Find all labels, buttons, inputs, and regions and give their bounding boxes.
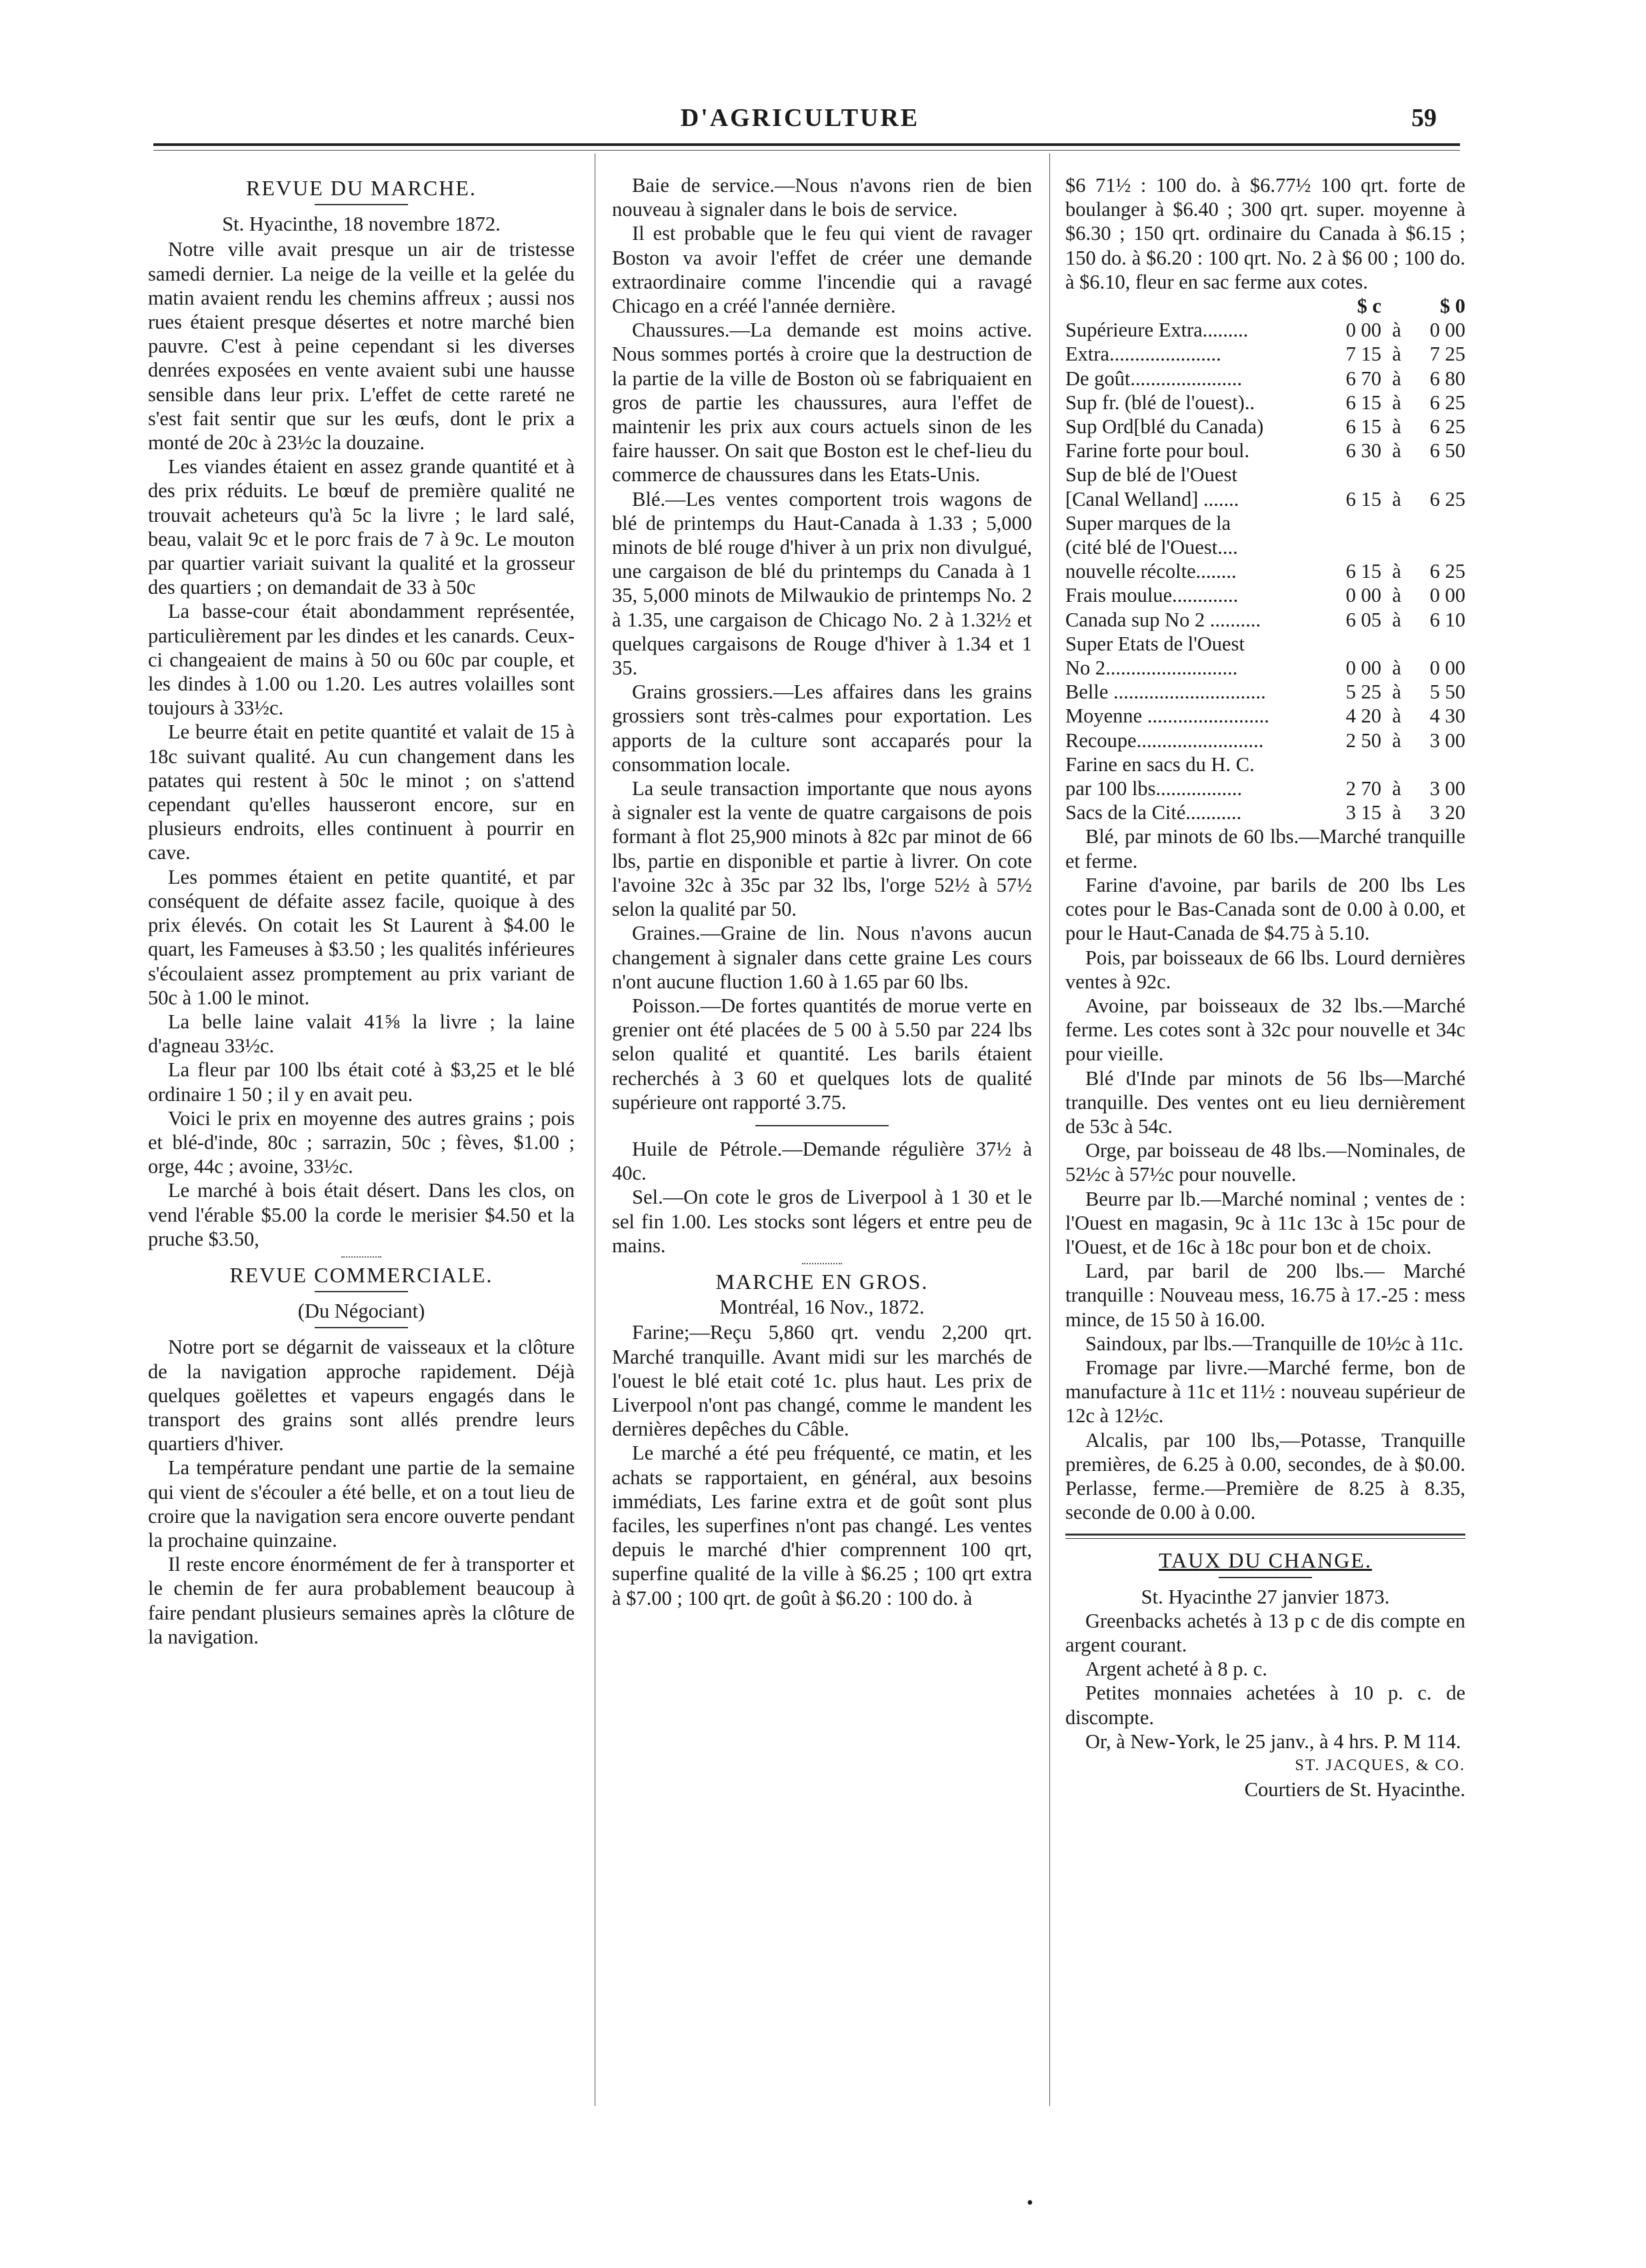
price-value: 4 20 — [1345, 704, 1381, 728]
paragraph: Farine d'avoine, par barils de 200 lbs Les cotes pour le Bas-Canada sont de 0.00 à 0.00, et pour le Haut-Canada de $4.75 à 5.10. — [1065, 873, 1465, 945]
price-value — [1412, 632, 1465, 656]
article-body — [612, 1137, 1032, 1258]
price-row — [1065, 511, 1465, 535]
paragraph: Greenbacks achetés à 13 p c de dis compte en argent courant. — [1065, 1609, 1465, 1656]
price-sep: à — [1392, 319, 1401, 342]
price-row — [1065, 487, 1465, 511]
price-sep: à — [1392, 656, 1401, 680]
price-sep — [1381, 511, 1412, 535]
signer: ST. JACQUES, & CO. — [1295, 1757, 1465, 1774]
price-label: No 2.......................... — [1065, 656, 1238, 680]
paragraph: Les pommes étaient en petite quantité, et par conséquent de défaite assez facile, quoique à des prix élevés. On cotait les St Laurent à $4.00 le quart, les Fameuses à $3.50 ; les qualités inférieures s'écoulaient assez promptement au prix variant de 50c à 1.00 le minot. — [148, 865, 575, 1009]
price-label: Moyenne ........................ — [1065, 704, 1269, 728]
price-table — [1065, 318, 1465, 824]
price-label: Farine en sacs du H. C. — [1065, 752, 1255, 776]
paragraph: Le marché a été peu fréquenté, ce matin, et les achats se rapportaient, en général, aux besoins immédiats, Les farine extra et de goût sont plus faciles, les superfines n'ont pas changé. Les ventes depuis le marché d'hier comprennent 100 qrt, superfine qualité de la ville à $6.25 ; 100 qrt extra à $7.00 ; 100 qrt. de goût à $6.20 : 100 do. à — [612, 1442, 1032, 1610]
price-value — [1412, 752, 1465, 776]
paragraph: La fleur par 100 lbs était coté à $3,25 et le blé ordinaire 1 50 ; il y en avait peu. — [148, 1058, 575, 1106]
price-row — [1065, 632, 1465, 656]
price-sep: à — [1392, 584, 1401, 607]
paragraph: Il reste encore énormément de fer à transporter et le chemin de fer aura probablement beaucoup à faire pendant plusieurs semaines après la clôture de la navigation. — [148, 1553, 575, 1648]
price-row — [1065, 656, 1465, 680]
price-label: Supérieure Extra......... — [1065, 319, 1249, 342]
price-row — [1065, 318, 1465, 342]
dateline: St. Hyacinthe, 18 novembre 1872. — [222, 213, 501, 236]
paragraph: Fromage par livre.—Marché ferme, bon de manufacture à 11c et 11½ : nouveau supérieur de 12c à 12½c. — [1065, 1356, 1465, 1428]
price-row — [1065, 535, 1465, 559]
price-sep: à — [1392, 487, 1401, 511]
section-divider — [1065, 1534, 1465, 1539]
price-value: 0 00 — [1345, 584, 1381, 607]
price-label: Frais moulue............. — [1065, 584, 1239, 607]
price-row — [1065, 391, 1465, 415]
article-body — [148, 237, 575, 1251]
price-label: [Canal Welland] ....... — [1065, 487, 1239, 511]
price-value: 4 30 — [1429, 704, 1465, 728]
price-value: 6 25 — [1429, 415, 1465, 439]
price-value: 6 25 — [1429, 391, 1465, 414]
price-label: Sup fr. (blé de l'ouest).. — [1065, 391, 1255, 414]
title-rule — [315, 1327, 408, 1328]
price-value: 5 25 — [1345, 680, 1381, 704]
article-body — [612, 1320, 1032, 1610]
paragraph: Blé d'Inde par minots de 56 lbs—Marché tranquille. Des ventes ont eu lieu dernièrement de 53c à 54c. — [1065, 1066, 1465, 1138]
paragraph: Chaussures.—La demande est moins active. Nous sommes portés à croire que la destruction de la partie de la ville de Boston où se fabriquaient en gros de partie les chaussures, aura l'effet de maintenir les prix aux cours actuels sinon de les faire hausser. On sait que Boston est le chef-lieu du commerce de chaussures dans les Etats-Unis. — [612, 319, 1032, 487]
paragraph: Graines.—Graine de lin. Nous n'avons aucun changement à signaler dans cette graine Les cours n'ont aucune fluction 1.60 à 1.65 par 60 lbs. — [612, 922, 1032, 993]
paragraph: Il est probable que le feu qui vient de ravager Boston va avoir l'effet de créer une demande extraordinaire comme l'incendie qui a ravagé Chicago en a créé l'année dernière. — [612, 222, 1032, 318]
paragraph: Grains grossiers.—Les affaires dans les grains grossiers sont très-calmes pour exportation. Les apports de la culture sont accaparés pour la consommation locale. — [612, 680, 1032, 776]
paragraph: Petites monnaies achetées à 10 p. c. de discompte. — [1065, 1682, 1465, 1729]
paragraph: Notre ville avait presque un air de tristesse samedi dernier. La neige de la veille et la gelée du matin avaient rendu les chemins affreux ; aussi nos rues étaient presque désertes et notre marché bien pauvre. C'est à peine cependant si les diverses denrées exposées en vente avaient subi une hausse sensible dans leur prix. L'effet de cette rareté ne s'est fait sentir que sur les œufs, dont le prix a monté de 20c à 23½c la douzaine. — [148, 238, 575, 455]
price-row — [1065, 439, 1465, 463]
price-value: 0 00 — [1345, 319, 1381, 342]
price-sep — [1381, 535, 1412, 559]
price-sep: à — [1392, 728, 1401, 752]
price-value — [1412, 511, 1465, 535]
price-value — [1412, 535, 1465, 559]
paragraph: Notre port se dégarnit de vaisseaux et la clôture de la navigation approche rapidement. Déjà quelques goëlettes et vapeurs engagés dans le transport des grains sont allés prendre leurs quartiers d'hiver. — [148, 1336, 575, 1456]
section-divider — [755, 1125, 889, 1126]
section-divider — [341, 1256, 381, 1258]
page-mark: • — [1027, 2193, 1033, 2213]
price-row — [1065, 776, 1465, 800]
price-label: Super marques de la — [1065, 511, 1231, 535]
price-sep: à — [1392, 560, 1401, 583]
source-line: (Du Négociant) — [297, 1300, 425, 1323]
column-3 — [1065, 173, 1465, 1801]
price-value: 6 15 — [1345, 391, 1381, 414]
price-value — [1335, 632, 1381, 656]
price-value: 0 00 — [1345, 656, 1381, 680]
price-sep: à — [1392, 391, 1401, 414]
price-label: Farine forte pour boul. — [1065, 439, 1250, 463]
price-row — [1065, 608, 1465, 632]
price-value: 6 05 — [1345, 608, 1381, 631]
paragraph: Alcalis, par 100 lbs,—Potasse, Tranquille premières, de 6.25 à 0.00, secondes, de à $0.00. Perlasse, ferme.—Première de 8.25 à 8.35, seconde de 0.00 à 0.00. — [1065, 1428, 1465, 1524]
price-sep: à — [1392, 415, 1401, 439]
price-row — [1065, 583, 1465, 607]
paragraph: Saindoux, par lbs.—Tranquille de 10½c à 11c. — [1085, 1332, 1463, 1355]
paragraph: Le marché à bois était désert. Dans les clos, on vend l'érable $5.00 la corde le merisier $4.50 et la pruche $3.50, — [148, 1179, 575, 1250]
price-row — [1065, 728, 1465, 752]
article-body — [1065, 824, 1465, 1524]
price-sep: à — [1392, 367, 1401, 390]
paragraph: Voici le prix en moyenne des autres grains ; pois et blé-d'inde, 80c ; sarrazin, 50c ; fèves, $1.00 ; orge, 44c ; avoine, 33½c. — [148, 1106, 575, 1178]
column-2 — [612, 173, 1032, 1610]
paragraph: La belle laine valait 41⅝ la livre ; la laine d'agneau 33½c. — [148, 1010, 575, 1058]
price-value: 0 00 — [1429, 319, 1465, 342]
price-label: par 100 lbs................. — [1065, 777, 1243, 800]
page-number: 59 — [1411, 104, 1437, 132]
section-title-revue-marche: REVUE DU MARCHE. — [246, 176, 477, 200]
price-sep: à — [1392, 704, 1401, 728]
paragraph: Beurre par lb.—Marché nominal ; ventes de : l'Ouest en magasin, 9c à 11c 13c à 15c pour de l'Ouest, et de 16c à 18c pour bon et de choix. — [1065, 1187, 1465, 1258]
price-sep: à — [1392, 439, 1401, 463]
price-value: 2 50 — [1345, 728, 1381, 752]
paragraph: Or, à New-York, le 25 janv., à 4 hrs. P. M 114. — [1085, 1729, 1461, 1753]
price-value: 2 70 — [1345, 777, 1381, 800]
paragraph: Farine;—Reçu 5,860 qrt. vendu 2,200 qrt. Marché tranquille. Avant midi sur les marchés de l'ouest le blé etait coté 1c. plus haut. Les prix de Liverpool n'ont pas changé, comme le mandent les dernières depêches du Câble. — [612, 1321, 1032, 1441]
section-title-taux-du-change: TAUX DU CHANGE. — [1159, 1548, 1372, 1573]
column-1 — [148, 173, 575, 1649]
paragraph: La température pendant une partie de la semaine qui vient de s'écouler a été belle, et on a tout lieu de croire que la navigation sera encore ouverte pendant la prochaine quinzaine. — [148, 1456, 575, 1552]
price-sep: à — [1392, 680, 1401, 704]
price-value: 5 50 — [1429, 680, 1465, 704]
article-body — [1065, 1585, 1465, 1753]
price-value: 6 15 — [1345, 560, 1381, 583]
paragraph: Poisson.—De fortes quantités de morue verte en grenier ont été placées de 5 00 à 5.50 par 224 lbs selon qualité et quantité. Les barils étaient recherchés à 3 60 et quelques lots de qualité supérieure ont rapporté 3.75. — [612, 994, 1032, 1114]
title-rule — [315, 1291, 408, 1292]
header-rule — [153, 143, 1460, 146]
price-row — [1065, 415, 1465, 439]
price-sep — [1381, 463, 1412, 487]
price-label: Super Etats de l'Ouest — [1065, 632, 1245, 655]
price-row — [1065, 342, 1465, 366]
paragraph: Lard, par baril de 200 lbs.— Marché tranquille : Nouveau mess, 16.75 à 17.-25 : mess mince, de 15 50 à 16.00. — [1065, 1260, 1465, 1331]
paragraph: La basse-cour était abondamment représentée, particulièrement par les dindes et les canards. Ceux-ci changeaient de mains à 50 ou 60c par couple, et les dindes à 1.00 ou 1.20. Les autres volailles sont toujours à 33½c. — [148, 600, 575, 720]
price-value: 0 00 — [1429, 656, 1465, 680]
price-value: 3 15 — [1345, 801, 1381, 824]
price-label: Belle .............................. — [1065, 680, 1266, 704]
price-value: 3 00 — [1429, 777, 1465, 800]
price-value: 6 80 — [1429, 367, 1465, 390]
title-rule — [315, 204, 408, 205]
price-sep: à — [1392, 801, 1401, 824]
price-sep — [1381, 632, 1412, 656]
price-value: 6 15 — [1345, 415, 1381, 439]
column-separator — [1049, 153, 1050, 2106]
price-label: (cité blé de l'Ouest.... — [1065, 536, 1238, 559]
price-value: 7 25 — [1429, 343, 1465, 366]
article-body — [612, 173, 1032, 1114]
paragraph: Les viandes étaient en assez grande quantité et à des prix réduits. Le bœuf de première qualité ne trouvait acheteurs qu'à 5c la livre ; le lard salé, beau, valait 9c et le porc frais de 7 à 9c. Le mouton par quartier variait suivant la qualité et la grosseur des quartiers ; on demandait de 33 à 50c — [148, 455, 575, 599]
paragraph: La seule transaction importante que nous ayons à signaler est la vente de quatre cargaisons de pois formant à flot 25,900 minots à 82c par minot de 66 lbs, partie en disponible et partie à livrer. On cote l'avoine 32c à 35c par 32 lbs, l'orge 52½ à 57½ selon la qualité par 50. — [612, 777, 1032, 921]
price-value: 6 25 — [1429, 560, 1465, 583]
price-row — [1065, 680, 1465, 704]
price-value — [1335, 511, 1381, 535]
price-col-header: $ c — [1357, 295, 1381, 318]
page-header — [153, 103, 1447, 143]
price-value — [1412, 463, 1465, 487]
paragraph: Huile de Pétrole.—Demande régulière 37½ à 40c. — [612, 1137, 1032, 1185]
price-value: 6 15 — [1345, 487, 1381, 511]
price-row — [1065, 367, 1465, 391]
price-table-header — [1065, 294, 1465, 318]
paragraph: Blé.—Les ventes comportent trois wagons de blé de printemps du Haut-Canada à 1.33 ; 5,000 minots de blé rouge d'hiver à un prix non divulgué, une cargaison de blé du printemps du Canada à 1 35, 5,000 minots de Milwaukio de printemps No. 2 à 1.35, une cargaison de Chicago No. 2 à 1.32½ et quelques cargaisons de Rouge d'hiver à 1.34 et 1 35. — [612, 487, 1032, 680]
price-value: 3 20 — [1429, 801, 1465, 824]
price-sep: à — [1392, 608, 1401, 631]
price-value: 6 25 — [1429, 487, 1465, 511]
price-value: 0 00 — [1429, 584, 1465, 607]
price-value: 7 15 — [1345, 343, 1381, 366]
running-title: D'AGRICULTURE — [680, 104, 920, 132]
price-value: 6 10 — [1429, 608, 1465, 631]
price-row — [1065, 704, 1465, 728]
price-value — [1335, 463, 1381, 487]
paragraph: Baie de service.—Nous n'avons rien de bien nouveau à signaler dans le bois de service. — [612, 174, 1032, 221]
price-sep — [1381, 752, 1412, 776]
paragraph: Argent acheté à 8 p. c. — [1085, 1658, 1267, 1681]
paragraph: Blé, par minots de 60 lbs.—Marché tranquille et ferme. — [1065, 825, 1465, 872]
price-value — [1335, 535, 1381, 559]
price-sep: à — [1392, 777, 1401, 800]
paragraph: Le beurre était en petite quantité et valait de 15 à 18c suivant qualité. Au cun changement dans les patates qui restent à 50c le minot ; on s'attend cependant qu'elles hausseront encore, sur en plusieurs endroits, elles continuent à pourrir en cave. — [148, 720, 575, 864]
paragraph: St. Hyacinthe 27 janvier 1873. — [1141, 1585, 1390, 1608]
price-value: 6 30 — [1345, 439, 1381, 463]
paragraph: Sel.—On cote le gros de Liverpool à 1 30 et le sel fin 1.00. Les stocks sont légers et entre peu de mains. — [612, 1186, 1032, 1257]
article-body — [148, 1335, 575, 1649]
paragraph: $6 71½ : 100 do. à $6.77½ 100 qrt. forte de boulanger à $6.40 ; 300 qrt. super. moyenne à $6.30 ; 150 qrt. ordinaire du Canada à $6.15 ; 150 do. à $6.20 : 100 qrt. No. 2 à $6 00 ; 100 do. à $6.10, fleur en sac ferme aux cotes. — [1065, 174, 1465, 293]
paragraph: Avoine, par boisseaux de 32 lbs.—Marché ferme. Les cotes sont à 32c pour nouvelle et 34c pour vieille. — [1065, 994, 1465, 1066]
price-value: 3 00 — [1429, 728, 1465, 752]
price-label: Sup Ord[blé du Canada) — [1065, 415, 1264, 439]
title-rule — [1219, 1577, 1312, 1578]
price-label: nouvelle récolte........ — [1065, 560, 1237, 583]
section-divider — [802, 1263, 842, 1264]
price-row — [1065, 559, 1465, 583]
price-label: Canada sup No 2 .......... — [1065, 608, 1261, 631]
price-label: Sacs de la Cité........... — [1065, 801, 1242, 824]
price-value — [1335, 752, 1381, 776]
paragraph: Orge, par boisseau de 48 lbs.—Nominales, de 52½c à 57½c pour nouvelle. — [1065, 1139, 1465, 1186]
price-col-header: $ 0 — [1439, 295, 1465, 318]
price-label: Sup de blé de l'Ouest — [1065, 463, 1237, 487]
price-row — [1065, 463, 1465, 487]
header-rule-thin — [153, 150, 1460, 151]
price-label: Recoupe......................... — [1065, 728, 1264, 752]
price-value: 6 50 — [1429, 439, 1465, 463]
section-title-revue-commerciale: REVUE COMMERCIALE. — [229, 1262, 493, 1287]
paragraph: Pois, par boisseaux de 66 lbs. Lourd dernières ventes à 92c. — [1065, 946, 1465, 993]
dateline: Montréal, 16 Nov., 1872. — [719, 1296, 925, 1319]
section-title-marche-en-gros: MARCHE EN GROS. — [715, 1269, 929, 1294]
price-value: 6 70 — [1345, 367, 1381, 390]
price-row — [1065, 752, 1465, 776]
signer-line: Courtiers de St. Hyacinthe. — [1244, 1778, 1465, 1801]
price-label: Extra...................... — [1065, 343, 1221, 366]
price-label: De goût...................... — [1065, 367, 1243, 390]
price-row — [1065, 800, 1465, 824]
price-sep: à — [1392, 343, 1401, 366]
